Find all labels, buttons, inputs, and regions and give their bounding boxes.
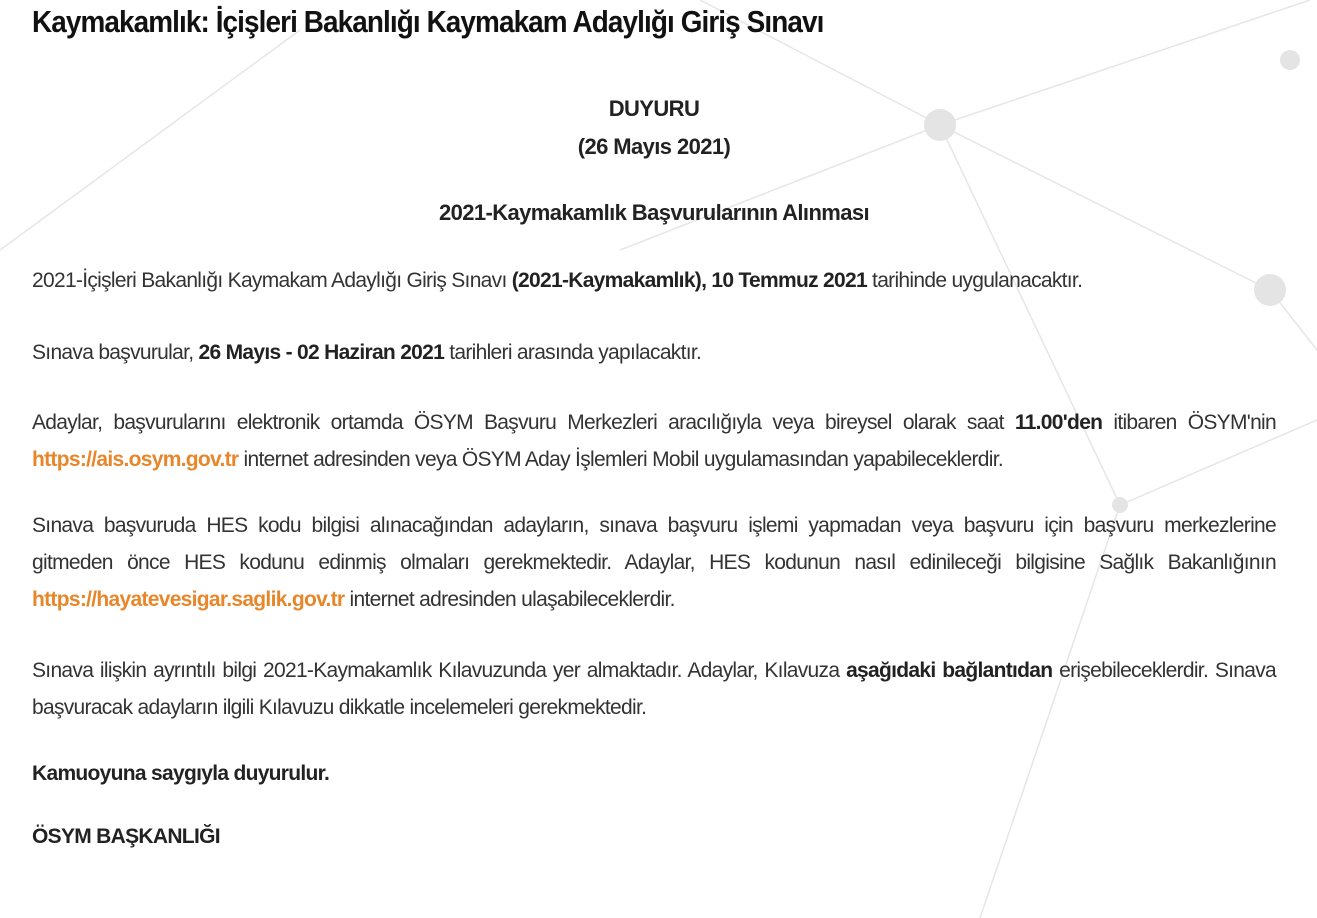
page-title: Kaymakamlık: İçişleri Bakanlığı Kaymakam Adaylığı Giriş Sınavı <box>32 4 824 39</box>
signature: ÖSYM BAŞKANLIĞI <box>32 825 220 848</box>
text: erişebileceklerdir. Sınava başvuracak adayların ilgili Kılavuzu dikkatle incelemeleri gerekmektedir. <box>32 659 1276 719</box>
hayatevesigar-link[interactable]: https://hayatevesigar.saglik.gov.tr <box>32 588 345 611</box>
announcement-heading: DUYURU <box>608 96 700 121</box>
guide-link-text[interactable]: aşağıdaki bağlantıdan <box>846 659 1053 682</box>
text: internet adresinden veya ÖSYM Aday İşlemleri Mobil uygulamasından yapabileceklerdir. <box>238 448 1003 471</box>
paragraph-exam-date <box>32 262 1276 299</box>
announcement-subject: 2021-Kaymakamlık Başvurularının Alınması <box>438 200 870 225</box>
time-emphasis: 11.00'den <box>1014 411 1103 434</box>
closing-text: Kamuoyuna saygıyla duyurulur. <box>32 762 330 785</box>
paragraph-hes-code <box>32 507 1276 618</box>
text: tarihleri arasında yapılacaktır. <box>444 341 702 364</box>
paragraph-application-method <box>32 404 1276 478</box>
text: 2021-İçişleri Bakanlığı Kaymakam Adaylığı Giriş Sınavı <box>32 269 512 292</box>
ais-osym-link[interactable]: https://ais.osym.gov.tr <box>32 448 239 471</box>
announcement-date: (26 Mayıs 2021) <box>577 134 731 159</box>
text: internet adresinden ulaşabileceklerdir. <box>344 588 675 611</box>
text: Sınava başvurular, <box>32 341 199 364</box>
text: Sınava ilişkin ayrıntılı bilgi 2021-Kaymakamlık Kılavuzunda yer almaktadır. Adaylar, Kılavuza <box>32 659 847 682</box>
exam-date-emphasis: (2021-Kaymakamlık), 10 Temmuz 2021 <box>511 269 867 292</box>
text: Sınava başvuruda HES kodu bilgisi alınacağından adayların, sınava başvuru işlemi yapmadan veya başvuru için başvuru merkezlerine gitmeden önce HES kodunu edinmiş olmaları gerekmektedir. Adaylar, HES kodunun nasıl edinileceği bilgisine Sağlık Bakanlığının <box>32 514 1276 574</box>
text: Adaylar, başvurularını elektronik ortamda ÖSYM Başvuru Merkezleri aracılığıyla veya bireysel olarak saat <box>32 411 1015 434</box>
text: tarihinde uygulanacaktır. <box>866 269 1083 292</box>
application-dates-emphasis: 26 Mayıs - 02 Haziran 2021 <box>198 341 445 364</box>
text: itibaren ÖSYM'nin <box>1102 411 1276 434</box>
paragraph-application-dates <box>32 334 1276 371</box>
paragraph-guide <box>32 652 1276 726</box>
